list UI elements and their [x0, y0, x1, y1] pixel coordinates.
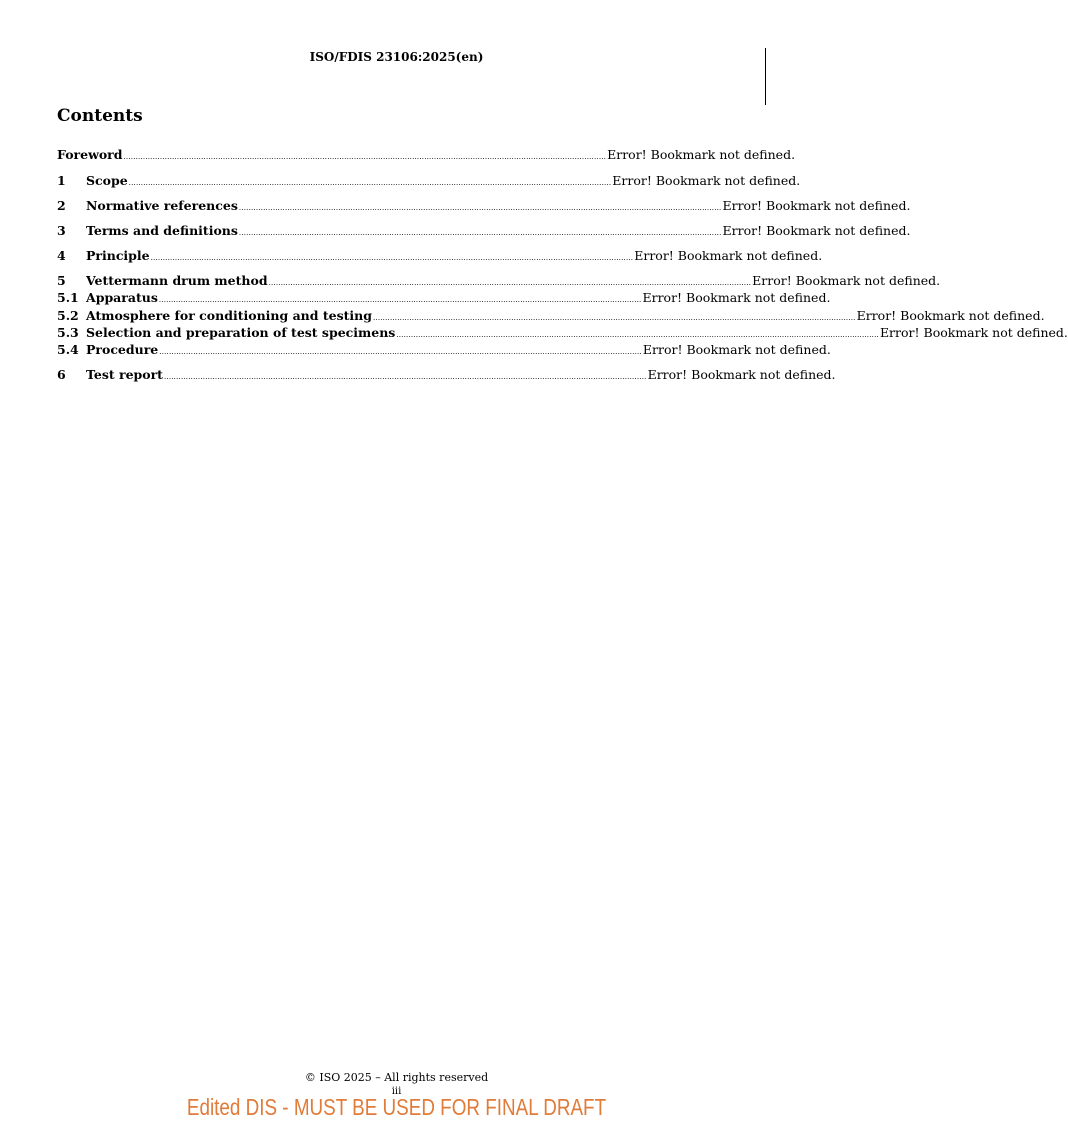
toc-entry-page: Error! Bookmark not defined.	[722, 198, 911, 213]
toc-leader: .......................................................................................................................................................................................................	[123, 153, 607, 161]
toc-entry-title: Atmosphere for conditioning and testing	[86, 308, 372, 323]
toc-entry-title: Test report	[86, 367, 163, 382]
footer-copyright: © ISO 2025 – All rights reserved	[304, 1071, 489, 1084]
change-bar	[765, 48, 766, 105]
toc-leader: .......................................................................................................................................................................................................	[159, 348, 642, 356]
toc-leader: .......................................................................................................................................................................................................	[163, 373, 647, 381]
toc-entry-page: Error! Bookmark not defined.	[647, 367, 836, 382]
toc-leader: .......................................................................................................................................................................................................	[128, 179, 612, 187]
toc-entry-page: Error! Bookmark not defined.	[607, 147, 796, 162]
toc-entry-title: Principle	[86, 248, 150, 263]
toc-entry-page: Error! Bookmark not defined.	[642, 290, 831, 305]
toc-entry-atmosphere[interactable]	[57, 308, 1045, 324]
draft-banner: Edited DIS - MUST BE USED FOR FINAL DRAFT	[186, 1094, 607, 1120]
toc-entry-vettermann-drum-method[interactable]	[57, 273, 941, 289]
toc-leader: .......................................................................................................................................................................................................	[372, 314, 856, 322]
toc-entry-page: Error! Bookmark not defined.	[612, 173, 801, 188]
toc-entry-number: 5.1	[57, 290, 79, 305]
toc-entry-test-report[interactable]	[57, 367, 836, 383]
toc-entry-number: 6	[57, 367, 66, 382]
toc-entry-number: 1	[57, 173, 66, 188]
toc-entry-normative-references[interactable]	[57, 198, 911, 214]
contents-title: Contents	[57, 106, 143, 126]
toc-entry-apparatus[interactable]	[57, 290, 831, 306]
toc-entry-number: 5.3	[57, 325, 79, 340]
toc-leader: .......................................................................................................................................................................................................	[238, 204, 722, 212]
toc-entry-foreword[interactable]	[57, 147, 796, 163]
toc-entry-number: 3	[57, 223, 66, 238]
toc-entry-page: Error! Bookmark not defined.	[879, 325, 1068, 340]
toc-entry-test-specimens[interactable]	[57, 325, 1068, 341]
toc-entry-number: 5	[57, 273, 66, 288]
toc-entry-number: 2	[57, 198, 66, 213]
toc-entry-number: 5.4	[57, 342, 79, 357]
document-header: ISO/FDIS 23106:2025(en)	[309, 50, 484, 64]
toc-leader: .......................................................................................................................................................................................................	[150, 254, 634, 262]
toc-entry-page: Error! Bookmark not defined.	[634, 248, 823, 263]
toc-leader: .......................................................................................................................................................................................................	[238, 229, 722, 237]
toc-entry-terms-and-definitions[interactable]	[57, 223, 911, 239]
toc-entry-title: Vettermann drum method	[86, 273, 268, 288]
toc-entry-number: 5.2	[57, 308, 79, 323]
toc-entry-number: 4	[57, 248, 66, 263]
toc-entry-title: Selection and preparation of test specimens	[86, 325, 396, 340]
toc-entry-procedure[interactable]	[57, 342, 831, 358]
toc-entry-title: Apparatus	[86, 290, 158, 305]
toc-leader: .......................................................................................................................................................................................................	[396, 331, 879, 339]
toc-entry-title: Foreword	[57, 147, 123, 162]
toc-entry-principle[interactable]	[57, 248, 823, 264]
toc-entry-page: Error! Bookmark not defined.	[642, 342, 831, 357]
toc-entry-page: Error! Bookmark not defined.	[722, 223, 911, 238]
toc-entry-scope[interactable]	[57, 173, 801, 189]
toc-entry-page: Error! Bookmark not defined.	[856, 308, 1045, 323]
toc-entry-title: Terms and definitions	[86, 223, 238, 238]
toc-leader: .......................................................................................................................................................................................................	[268, 279, 752, 287]
toc-entry-title: Scope	[86, 173, 128, 188]
toc-entry-title: Procedure	[86, 342, 159, 357]
toc-entry-page: Error! Bookmark not defined.	[752, 273, 941, 288]
toc-entry-title: Normative references	[86, 198, 238, 213]
footer-page-number: iii	[391, 1086, 402, 1097]
toc-leader: .......................................................................................................................................................................................................	[158, 296, 642, 304]
